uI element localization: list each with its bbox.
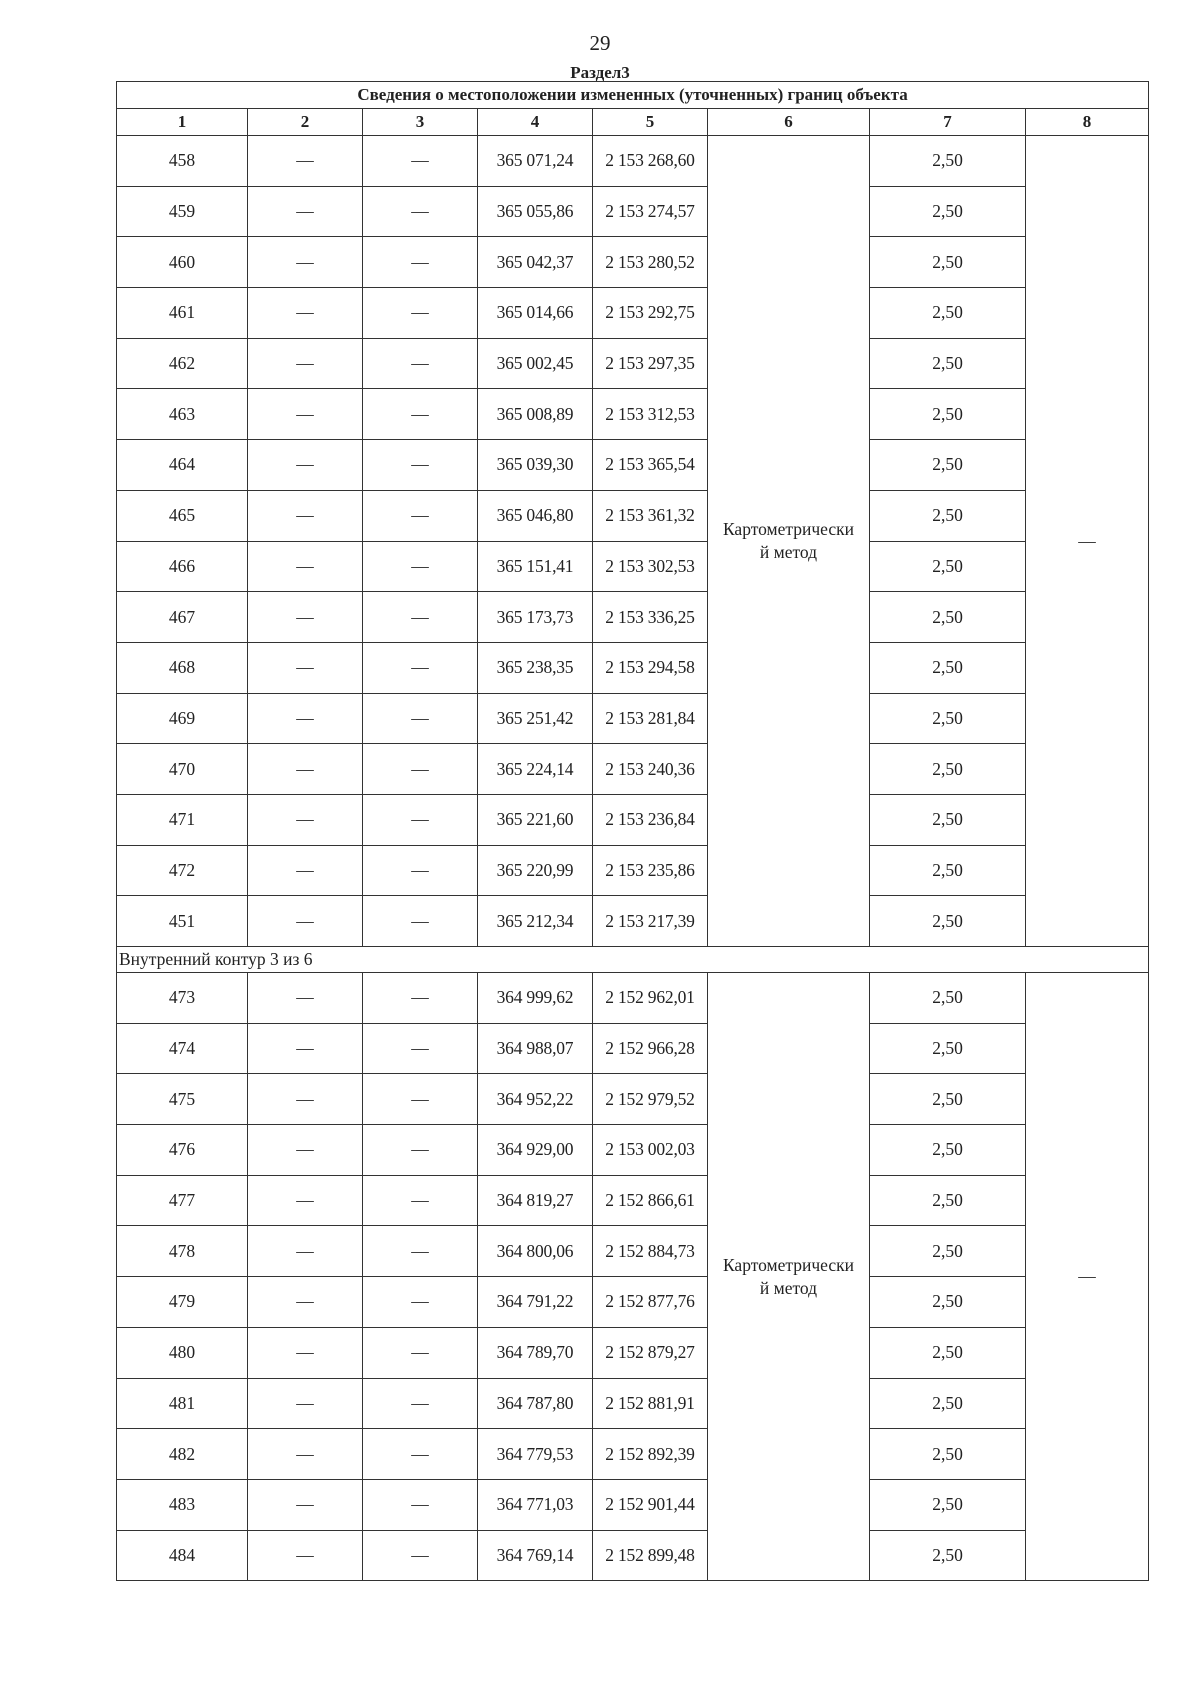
column-3-cell: —	[363, 845, 478, 896]
table-caption: Сведения о местоположении измененных (уточненных) границ объекта	[117, 82, 1149, 109]
column-3-cell: —	[363, 186, 478, 237]
point-number-cell: 472	[117, 845, 248, 896]
column-number-row	[117, 109, 1149, 136]
accuracy-cell: 2,50	[870, 288, 1026, 339]
y-coordinate-cell: 2 152 901,44	[593, 1479, 708, 1530]
method-text-line: Картометрически	[722, 519, 855, 539]
point-number-cell: 475	[117, 1074, 248, 1125]
point-number-cell: 473	[117, 973, 248, 1024]
column-2-cell: —	[248, 1175, 363, 1226]
x-coordinate-cell: 364 819,27	[478, 1175, 593, 1226]
column-3-cell: —	[363, 1277, 478, 1328]
x-coordinate-cell: 364 999,62	[478, 973, 593, 1024]
accuracy-cell: 2,50	[870, 1023, 1026, 1074]
table-row	[117, 186, 1149, 237]
table-row	[117, 1530, 1149, 1581]
column-number: 3	[363, 109, 478, 136]
method-text-line: й метод	[759, 542, 818, 562]
column-number: 5	[593, 109, 708, 136]
column-2-cell: —	[248, 338, 363, 389]
column-2-cell: —	[248, 288, 363, 339]
method-text-line: Картометрически	[722, 1254, 855, 1275]
x-coordinate-cell: 365 221,60	[478, 794, 593, 845]
accuracy-cell: 2,50	[870, 693, 1026, 744]
column-3-cell: —	[363, 136, 478, 187]
accuracy-cell: 2,50	[870, 1125, 1026, 1176]
column-number: 8	[1026, 109, 1149, 136]
column-2-cell: —	[248, 896, 363, 947]
point-number-cell: 468	[117, 642, 248, 693]
point-number-cell: 478	[117, 1226, 248, 1277]
x-coordinate-cell: 365 008,89	[478, 389, 593, 440]
table-row	[117, 490, 1149, 541]
column-3-cell: —	[363, 440, 478, 491]
table-row	[117, 1479, 1149, 1530]
x-coordinate-cell: 365 055,86	[478, 186, 593, 237]
y-coordinate-cell: 2 153 235,86	[593, 845, 708, 896]
accuracy-cell: 2,50	[870, 1429, 1026, 1480]
point-number-cell: 479	[117, 1277, 248, 1328]
y-coordinate-cell: 2 153 312,53	[593, 389, 708, 440]
table-row	[117, 440, 1149, 491]
y-coordinate-cell: 2 153 268,60	[593, 136, 708, 187]
column-2-cell: —	[248, 186, 363, 237]
y-coordinate-cell: 2 152 879,27	[593, 1327, 708, 1378]
y-coordinate-cell: 2 152 892,39	[593, 1429, 708, 1480]
point-number-cell: 464	[117, 440, 248, 491]
contour-label: Внутренний контур 3 из 6	[117, 947, 1149, 973]
y-coordinate-cell: 2 153 365,54	[593, 440, 708, 491]
accuracy-cell: 2,50	[870, 440, 1026, 491]
x-coordinate-cell: 364 787,80	[478, 1378, 593, 1429]
x-coordinate-cell: 364 952,22	[478, 1074, 593, 1125]
x-coordinate-cell: 365 046,80	[478, 490, 593, 541]
x-coordinate-cell: 365 251,42	[478, 693, 593, 744]
point-number-cell: 484	[117, 1530, 248, 1581]
point-number-cell: 483	[117, 1479, 248, 1530]
column-number: 4	[478, 109, 593, 136]
table-row	[117, 541, 1149, 592]
y-coordinate-cell: 2 153 236,84	[593, 794, 708, 845]
column-2-cell: —	[248, 541, 363, 592]
accuracy-cell: 2,50	[870, 338, 1026, 389]
y-coordinate-cell: 2 153 281,84	[593, 693, 708, 744]
column-2-cell: —	[248, 693, 363, 744]
x-coordinate-cell: 365 238,35	[478, 642, 593, 693]
y-coordinate-cell: 2 153 240,36	[593, 744, 708, 795]
column-3-cell: —	[363, 1175, 478, 1226]
point-number-cell: 463	[117, 389, 248, 440]
method-cell	[708, 136, 870, 947]
x-coordinate-cell: 365 042,37	[478, 237, 593, 288]
y-coordinate-cell: 2 153 217,39	[593, 896, 708, 947]
y-coordinate-cell: 2 153 280,52	[593, 237, 708, 288]
x-coordinate-cell: 364 800,06	[478, 1226, 593, 1277]
point-number-cell: 467	[117, 592, 248, 643]
x-coordinate-cell: 364 789,70	[478, 1327, 593, 1378]
column-2-cell: —	[248, 744, 363, 795]
contour-label-row	[117, 947, 1149, 973]
column-number: 2	[248, 109, 363, 136]
y-coordinate-cell: 2 152 899,48	[593, 1530, 708, 1581]
table-row	[117, 237, 1149, 288]
accuracy-cell: 2,50	[870, 1175, 1026, 1226]
y-coordinate-cell: 2 153 361,32	[593, 490, 708, 541]
table-row	[117, 693, 1149, 744]
accuracy-cell: 2,50	[870, 186, 1026, 237]
column-3-cell: —	[363, 1125, 478, 1176]
table-row	[117, 288, 1149, 339]
table-row	[117, 592, 1149, 643]
point-number-cell: 458	[117, 136, 248, 187]
column-number: 1	[117, 109, 248, 136]
column-3-cell: —	[363, 794, 478, 845]
accuracy-cell: 2,50	[870, 1074, 1026, 1125]
accuracy-cell: 2,50	[870, 490, 1026, 541]
accuracy-cell: 2,50	[870, 794, 1026, 845]
accuracy-cell: 2,50	[870, 237, 1026, 288]
column-2-cell: —	[248, 1074, 363, 1125]
x-coordinate-cell: 365 224,14	[478, 744, 593, 795]
y-coordinate-cell: 2 152 866,61	[593, 1175, 708, 1226]
y-coordinate-cell: 2 152 884,73	[593, 1226, 708, 1277]
y-coordinate-cell: 2 152 881,91	[593, 1378, 708, 1429]
column-2-cell: —	[248, 794, 363, 845]
point-number-cell: 461	[117, 288, 248, 339]
y-coordinate-cell: 2 153 302,53	[593, 541, 708, 592]
y-coordinate-cell: 2 152 966,28	[593, 1023, 708, 1074]
accuracy-cell: 2,50	[870, 642, 1026, 693]
table-row	[117, 1023, 1149, 1074]
accuracy-cell: 2,50	[870, 1277, 1026, 1328]
column-3-cell: —	[363, 237, 478, 288]
table-row	[117, 845, 1149, 896]
accuracy-cell: 2,50	[870, 389, 1026, 440]
column-2-cell: —	[248, 1277, 363, 1328]
accuracy-cell: 2,50	[870, 1378, 1026, 1429]
column-2-cell: —	[248, 440, 363, 491]
table-row	[117, 794, 1149, 845]
point-number-cell: 471	[117, 794, 248, 845]
x-coordinate-cell: 364 771,03	[478, 1479, 593, 1530]
column-2-cell: —	[248, 237, 363, 288]
column-3-cell: —	[363, 490, 478, 541]
x-coordinate-cell: 365 002,45	[478, 338, 593, 389]
y-coordinate-cell: 2 153 294,58	[593, 642, 708, 693]
column-2-cell: —	[248, 642, 363, 693]
table-row	[117, 973, 1149, 1024]
point-number-cell: 477	[117, 1175, 248, 1226]
accuracy-cell: 2,50	[870, 1530, 1026, 1581]
x-coordinate-cell: 365 151,41	[478, 541, 593, 592]
column-2-cell: —	[248, 1479, 363, 1530]
y-coordinate-cell: 2 153 297,35	[593, 338, 708, 389]
column-2-cell: —	[248, 1327, 363, 1378]
table-row	[117, 1378, 1149, 1429]
column-2-cell: —	[248, 1378, 363, 1429]
section-title: Раздел3	[570, 63, 630, 82]
x-coordinate-cell: 365 220,99	[478, 845, 593, 896]
column-3-cell: —	[363, 693, 478, 744]
point-number-cell: 481	[117, 1378, 248, 1429]
table-row	[117, 744, 1149, 795]
column-3-cell: —	[363, 1023, 478, 1074]
point-number-cell: 474	[117, 1023, 248, 1074]
table-row	[117, 1074, 1149, 1125]
y-coordinate-cell: 2 153 274,57	[593, 186, 708, 237]
method-cell	[708, 973, 870, 1581]
boundary-coordinates-table	[116, 81, 1149, 1581]
point-number-cell: 482	[117, 1429, 248, 1480]
accuracy-cell: 2,50	[870, 1479, 1026, 1530]
table-row	[117, 896, 1149, 947]
column-3-cell: —	[363, 1074, 478, 1125]
table-row	[117, 136, 1149, 187]
table-row	[117, 1327, 1149, 1378]
y-coordinate-cell: 2 153 336,25	[593, 592, 708, 643]
column-3-cell: —	[363, 1327, 478, 1378]
column-3-cell: —	[363, 541, 478, 592]
accuracy-cell: 2,50	[870, 592, 1026, 643]
table-row	[117, 1429, 1149, 1480]
x-coordinate-cell: 364 769,14	[478, 1530, 593, 1581]
x-coordinate-cell: 365 212,34	[478, 896, 593, 947]
table-row	[117, 1125, 1149, 1176]
x-coordinate-cell: 364 791,22	[478, 1277, 593, 1328]
x-coordinate-cell: 364 988,07	[478, 1023, 593, 1074]
point-number-cell: 465	[117, 490, 248, 541]
x-coordinate-cell: 364 779,53	[478, 1429, 593, 1480]
point-number-cell: 462	[117, 338, 248, 389]
column-2-cell: —	[248, 1125, 363, 1176]
column-3-cell: —	[363, 1429, 478, 1480]
column-3-cell: —	[363, 1378, 478, 1429]
y-coordinate-cell: 2 152 962,01	[593, 973, 708, 1024]
x-coordinate-cell: 364 929,00	[478, 1125, 593, 1176]
point-number-cell: 460	[117, 237, 248, 288]
column-3-cell: —	[363, 389, 478, 440]
column-2-cell: —	[248, 136, 363, 187]
y-coordinate-cell: 2 153 002,03	[593, 1125, 708, 1176]
column-3-cell: —	[363, 1530, 478, 1581]
point-number-cell: 466	[117, 541, 248, 592]
x-coordinate-cell: 365 173,73	[478, 592, 593, 643]
accuracy-cell: 2,50	[870, 1226, 1026, 1277]
column-2-cell: —	[248, 1226, 363, 1277]
point-number-cell: 469	[117, 693, 248, 744]
table-row	[117, 1226, 1149, 1277]
column-3-cell: —	[363, 1479, 478, 1530]
column-3-cell: —	[363, 338, 478, 389]
column-8-cell: —	[1026, 136, 1149, 947]
accuracy-cell: 2,50	[870, 896, 1026, 947]
column-3-cell: —	[363, 642, 478, 693]
column-2-cell: —	[248, 1530, 363, 1581]
column-2-cell: —	[248, 1429, 363, 1480]
table-row	[117, 642, 1149, 693]
page-number: 29	[589, 31, 611, 55]
point-number-cell: 480	[117, 1327, 248, 1378]
x-coordinate-cell: 365 014,66	[478, 288, 593, 339]
table-row	[117, 1175, 1149, 1226]
column-2-cell: —	[248, 592, 363, 643]
table-row	[117, 1277, 1149, 1328]
column-2-cell: —	[248, 845, 363, 896]
point-number-cell: 459	[117, 186, 248, 237]
point-number-cell: 470	[117, 744, 248, 795]
column-2-cell: —	[248, 389, 363, 440]
accuracy-cell: 2,50	[870, 845, 1026, 896]
y-coordinate-cell: 2 152 979,52	[593, 1074, 708, 1125]
point-number-cell: 476	[117, 1125, 248, 1176]
column-8-cell: —	[1026, 973, 1149, 1581]
y-coordinate-cell: 2 153 292,75	[593, 288, 708, 339]
accuracy-cell: 2,50	[870, 136, 1026, 187]
table-body	[117, 136, 1149, 1581]
column-2-cell: —	[248, 1023, 363, 1074]
accuracy-cell: 2,50	[870, 744, 1026, 795]
column-2-cell: —	[248, 973, 363, 1024]
table-row	[117, 338, 1149, 389]
column-2-cell: —	[248, 490, 363, 541]
method-text-line: й метод	[759, 1277, 818, 1298]
column-number: 7	[870, 109, 1026, 136]
accuracy-cell: 2,50	[870, 973, 1026, 1024]
column-number: 6	[708, 109, 870, 136]
column-3-cell: —	[363, 896, 478, 947]
accuracy-cell: 2,50	[870, 541, 1026, 592]
table-row	[117, 389, 1149, 440]
column-3-cell: —	[363, 1226, 478, 1277]
x-coordinate-cell: 365 071,24	[478, 136, 593, 187]
x-coordinate-cell: 365 039,30	[478, 440, 593, 491]
column-3-cell: —	[363, 973, 478, 1024]
point-number-cell: 451	[117, 896, 248, 947]
column-3-cell: —	[363, 592, 478, 643]
column-3-cell: —	[363, 744, 478, 795]
column-3-cell: —	[363, 288, 478, 339]
accuracy-cell: 2,50	[870, 1327, 1026, 1378]
y-coordinate-cell: 2 152 877,76	[593, 1277, 708, 1328]
